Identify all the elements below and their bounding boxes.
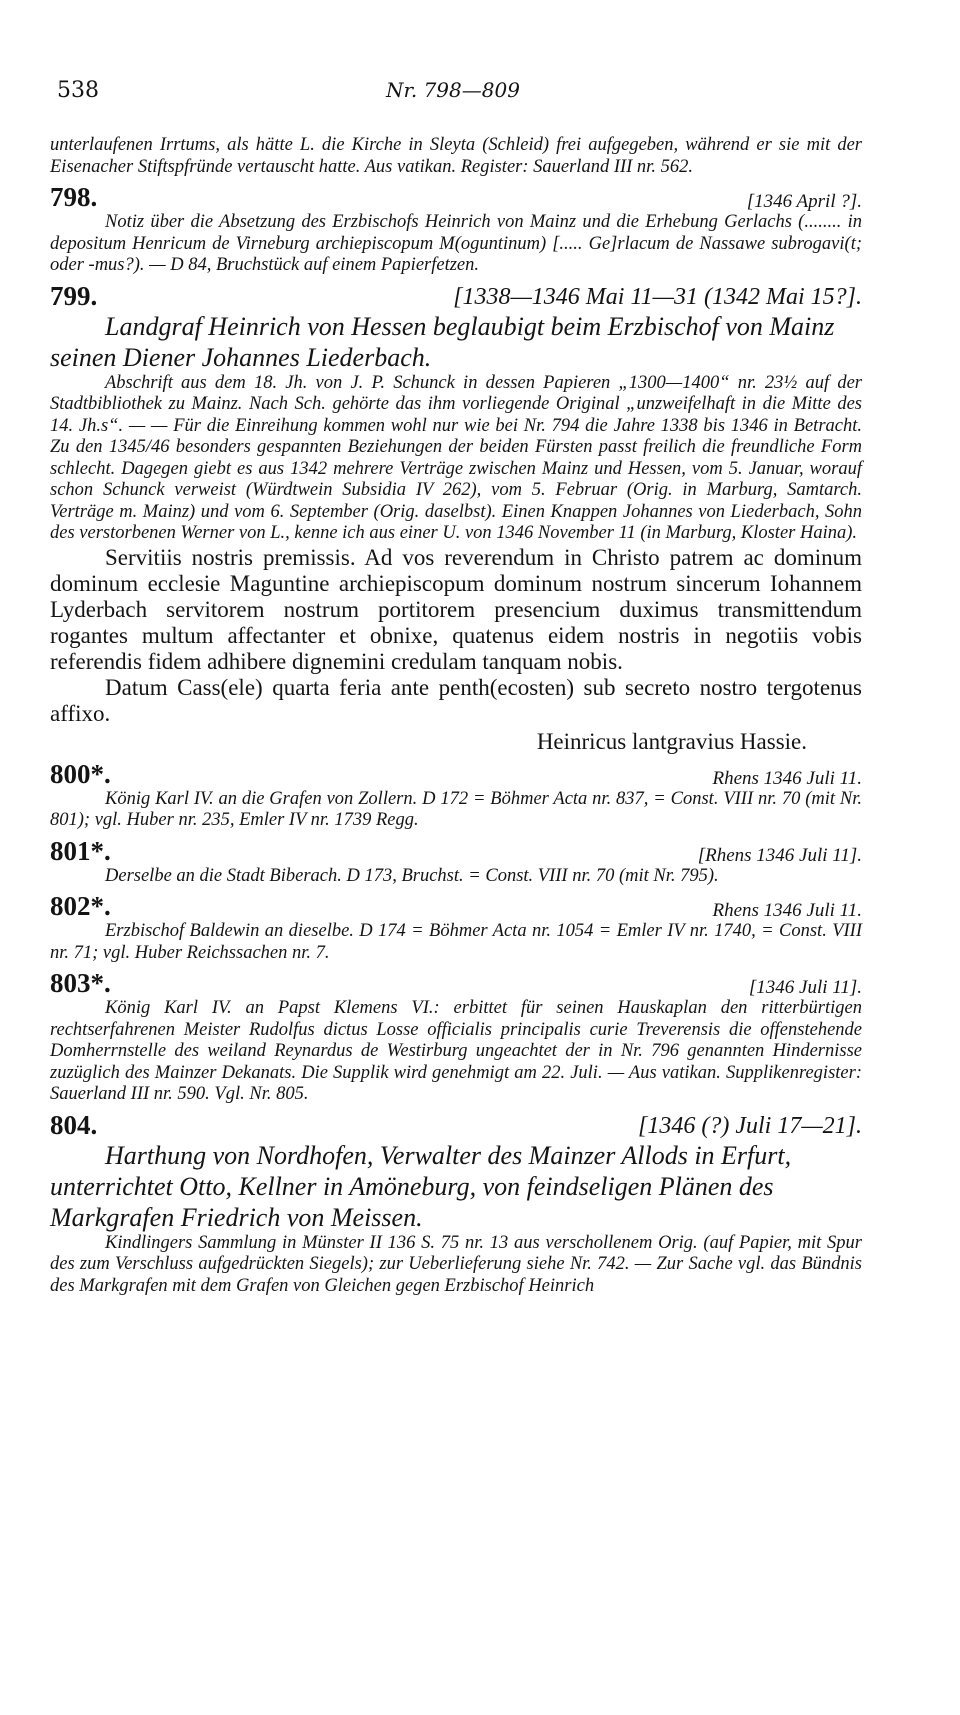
entry-title: Landgraf Heinrich von Hessen beglaubigt beim Erzbischof von Mainz seinen Diener Johannes Liederbach. — [50, 311, 835, 372]
entry-body: König Karl IV. an die Grafen von Zollern. D 172 = Böhmer Acta nr. 837, = Const. VIII nr. 70 (mit Nr. 801); vgl. Huber nr. 235, Emler IV nr. 1739 Regg. — [50, 788, 862, 830]
entry-note: Kindlingers Sammlung in Münster II 136 S. 75 nr. 13 aus verschollenem Orig. (auf Papier, mit Spur des zum Verschluss aufgedrückten Siegels); zur Ueberlieferung siehe Nr. 742. — Zur Sache vgl. das Bündnis des Markgrafen mit dem Grafen von Gleichen gegen Erzbischof Heinrich — [50, 1232, 862, 1296]
entry-number: 799. — [50, 280, 98, 311]
entry-date: [1346 Juli 11]. — [748, 977, 862, 998]
entry-header — [50, 281, 862, 311]
entry-800 — [50, 759, 862, 832]
entry-number: 800*. — [50, 758, 111, 789]
document-datum: Datum Cass(ele) quarta feria ante penth(ecosten) sub secreto nostro tergotenus affixo. — [50, 674, 862, 726]
entry-date: Rhens 1346 Juli 11. — [712, 767, 862, 789]
entry-date: [1346 April ?]. — [746, 191, 862, 212]
document-text: Servitiis nostris premissis. Ad vos reverendum in Christo patrem ac dominum dominum ecclesie Maguntine archiepiscopum dominum nostrum sincerum Iohannem Lyderbach servitorem nostrum portitorem presencium duximus transmittendum rogantes multum affectanter et obnixe, quatenus eidem nostris in negotiis vobis referendis fidem adhibere dignemini credulam tanquam nobis. — [50, 544, 862, 674]
entry-798 — [50, 182, 862, 277]
entry-number: 798. — [50, 182, 98, 212]
entry-date: Rhens 1346 Juli 11. — [712, 900, 862, 921]
entry-801 — [50, 836, 862, 888]
entry-note: Abschrift aus dem 18. Jh. von J. P. Schunck in dessen Papieren „1300—1400“ nr. 23½ auf der Stadtbibliothek zu Mainz. Nach Sch. gehörte das ihm vorliegende Original „unzweifelhaft in die Mitte des 14. Jh.s“. — — Für die Einreihung kommen wohl nur wie bei Nr. 794 die Jahre 1338 bis 1346 in Betracht. Zu den 1345/46 besonders gespannten Beziehungen der beiden Fürsten passt freilich die freundliche Form schlecht. Dagegen giebt es aus 1342 mehrere Verträge zwischen Mainz und Hessen, vom 5. Januar, worauf schon Schunck verweist (Würdtwein Subsidia IV 262), vom 5. Februar (Orig. in Marburg, Samtarch. Verträge m. Mainz) und vom 6. September (Orig. daselbst). Einen Knappen Johannes von Liederbach, Sohn des verstorbenen Werner von L., kenne ich aus einer U. von 1346 November 11 (in Marburg, Kloster Haina). — [50, 372, 862, 543]
entry-header — [50, 968, 862, 998]
entry-804 — [50, 1110, 862, 1298]
running-title: Nr. 798—809 — [386, 78, 520, 102]
entry-body: Derselbe an die Stadt Biberach. D 173, Bruchst. = Const. VIII nr. 70 (mit Nr. 795). — [105, 865, 719, 886]
entry-body: Erzbischof Baldewin an dieselbe. D 174 = Böhmer Acta nr. 1054 = Emler IV nr. 1740, = Const. VIII nr. 71; vgl. Huber Reichssachen nr. 7. — [50, 921, 862, 963]
entry-799 — [50, 281, 862, 755]
entry-date: [Rhens 1346 Juli 11]. — [697, 844, 862, 866]
entry-header — [50, 759, 862, 789]
entry-title: Harthung von Nordhofen, Verwalter des Mainzer Allods in Erfurt, unterrichtet Otto, Kellner in Amöneburg, von feindseligen Plänen des Markgrafen Friedrich von Meissen. — [50, 1140, 792, 1232]
page-content — [50, 135, 862, 1297]
signature: Heinricus lantgravius Hassie. — [536, 728, 807, 754]
entry-header — [50, 1110, 862, 1140]
entry-802 — [50, 891, 862, 964]
page-number: 538 — [57, 78, 99, 103]
entry-number: 801*. — [50, 835, 111, 866]
entry-803 — [50, 968, 862, 1106]
entry-body: König Karl IV. an Papst Klemens VI.: erbittet für seinen Hauskaplan den ritterbürtigen rechtserfahrenen Meister Rudolfus dictus Losse officialis principalis curie Treverensis die offenstehende Domherrnstelle des weiland Reynardus de Westirburg ungeachtet der in Nr. 796 genannten Hindernisse zuzüglich des Mainzer Dekanats. Die Supplik wird genehmigt am 22. Juli. — Aus vatikan. Supplikenregister: Sauerland III nr. 590. Vgl. Nr. 805. — [50, 998, 862, 1104]
entry-date: [1338—1346 Mai 11—31 (1342 Mai 15?]. — [453, 283, 862, 310]
entry-body: Notiz über die Absetzung des Erzbischofs Heinrich von Mainz und die Erhebung Gerlachs (........ in depositum Henricum de Virneburg archiepiscopum M(oguntinum) [..... Ge]rlacum de Nassawe subrogavi(t; oder -mus?). — D 84, Bruchstück auf einem Papierfetzen. — [50, 212, 862, 275]
entry-header — [50, 836, 862, 866]
entry-header — [50, 891, 862, 921]
entry-number: 802*. — [50, 891, 111, 921]
intro-paragraph: unterlaufenen Irrtums, als hätte L. die Kirche in Sleyta (Schleid) frei aufgegeben, während er sie mit der Eisenacher Stiftspfründe vertauscht hatte. Aus vatikan. Register: Sauerland III nr. 562. — [50, 135, 862, 177]
entry-number: 804. — [50, 1109, 98, 1140]
entry-number: 803*. — [50, 968, 111, 998]
entry-date: [1346 (?) Juli 17—21]. — [638, 1112, 862, 1139]
entry-header — [50, 182, 862, 212]
